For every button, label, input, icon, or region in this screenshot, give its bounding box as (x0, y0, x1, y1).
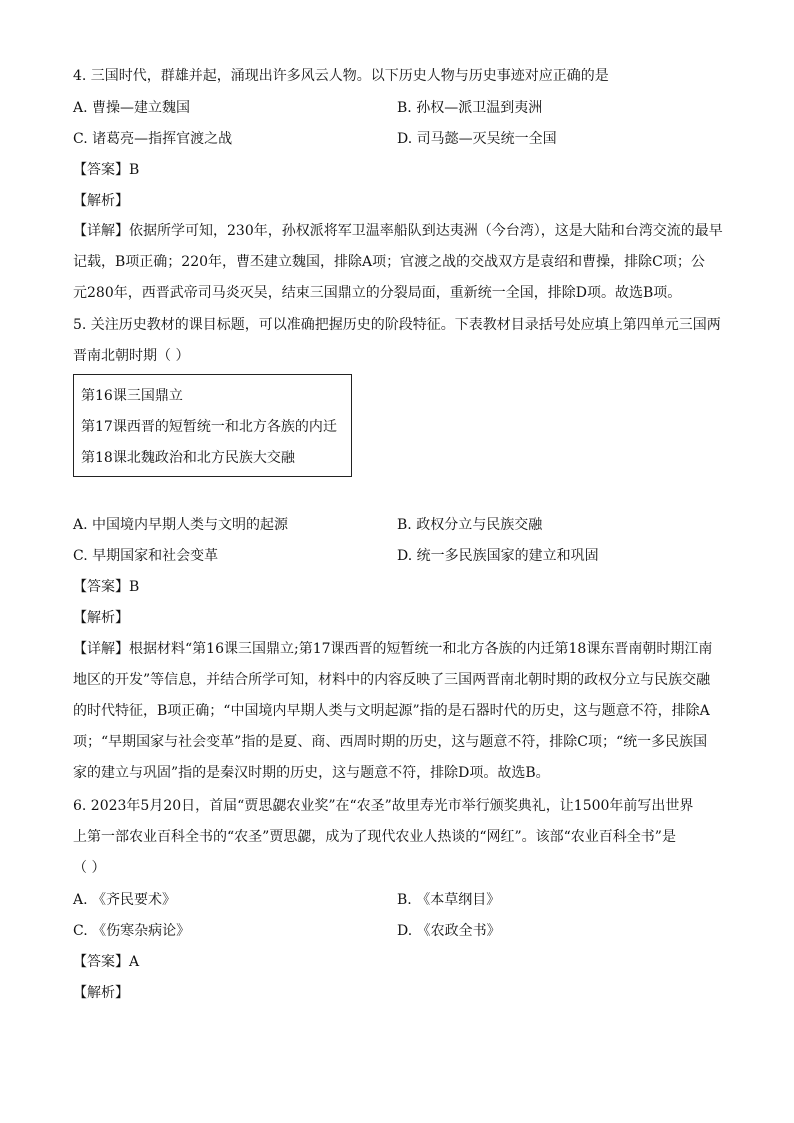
q4-detail-line: 【详解】依据所学可知，230年，孙权派将军卫温率船队到达夷洲（今台湾），这是大陆和台湾交流的最早 (73, 223, 723, 239)
q4-option-c: C. 诸葛亮—指挥官渡之战 (73, 131, 233, 147)
q5-table-row: 第16课三国鼎立 (81, 388, 183, 404)
q6-option-d: D. 《农政全书》 (397, 923, 501, 939)
q5-answer: 【答案】B (73, 579, 140, 595)
q6-option-a: A. 《齐民要术》 (73, 892, 177, 908)
q4-stem: 4. 三国时代，群雄并起，涌现出许多风云人物。以下历史人物与历史事迹对应正确的是 (73, 68, 609, 84)
q5-option-a: A. 中国境内早期人类与文明的起源 (73, 517, 289, 533)
q6-stem-line-3: （ ） (73, 860, 106, 876)
q5-detail (73, 634, 725, 789)
q4-option-d: D. 司马懿—灭吴统一全国 (397, 131, 557, 147)
q4-detail (73, 216, 725, 309)
q5-analysis-label: 【解析】 (73, 610, 129, 626)
q4-option-a: A. 曹操—建立魏国 (73, 100, 191, 116)
q6-stem-line-1: 6. 2023年5月20日，首届“贾思勰农业奖”在“农圣”故里寿光市举行颁奖典礼，让1500年前写出世界 (73, 798, 694, 814)
q5-table (73, 374, 352, 477)
q5-detail-line: 地区的开发”等信息，并结合所学可知，材料中的内容反映了三国两晋南北朝时期的政权分立与民族交融 (73, 672, 711, 688)
q6-analysis-label: 【解析】 (73, 985, 129, 1001)
q4-detail-line: 记载，B项正确；220年，曹丕建立魏国，排除A项；官渡之战的交战双方是袁绍和曹操，排除C项；公 (73, 254, 705, 270)
q5-detail-line: 的时代特征，B项正确；“中国境内早期人类与文明起源”指的是石器时代的历史，这与题意不符，排除A (73, 703, 710, 719)
q5-detail-line: 家的建立与巩固”指的是秦汉时期的历史，这与题意不符，排除D项。故选B。 (73, 765, 550, 781)
q5-table-row: 第17课西晋的短暂统一和北方各族的内迁 (81, 419, 337, 435)
q6-stem-line-2: 上第一部农业百科全书的“农圣”贾思勰，成为了现代农业人热谈的“网红”。该部“农业百科全书”是 (73, 829, 676, 845)
q4-analysis-label: 【解析】 (73, 193, 129, 209)
q5-option-d: D. 统一多民族国家的建立和巩固 (397, 548, 599, 564)
q5-stem-line-2: 晋南北朝时期（ ） (73, 348, 190, 364)
q5-detail-line: 【详解】根据材料“第16课三国鼎立;第17课西晋的短暂统一和北方各族的内迁第18课东晋南朝时期江南 (73, 641, 713, 657)
q5-stem-line-1: 5. 关注历史教材的课目标题，可以准确把握历史的阶段特征。下表教材目录括号处应填上第四单元三国两 (73, 317, 721, 333)
q4-option-b: B. 孙权—派卫温到夷洲 (397, 100, 543, 116)
q6-option-c: C. 《伤寒杂病论》 (73, 923, 191, 939)
q5-detail-line: 项；“早期国家与社会变革”指的是夏、商、西周时期的历史，这与题意不符，排除C项；“统一多民族国 (73, 734, 708, 750)
q6-option-b: B. 《本草纲目》 (397, 892, 501, 908)
q5-table-row: 第18课北魏政治和北方民族大交融 (81, 450, 295, 466)
q5-option-b: B. 政权分立与民族交融 (397, 517, 543, 533)
q5-option-c: C. 早期国家和社会变革 (73, 548, 219, 564)
q4-detail-line: 元280年，西晋武帝司马炎灭吴，结束三国鼎立的分裂局面，重新统一全国，排除D项。故选B项。 (73, 285, 682, 301)
q6-answer: 【答案】A (73, 954, 140, 970)
q4-answer: 【答案】B (73, 162, 140, 178)
